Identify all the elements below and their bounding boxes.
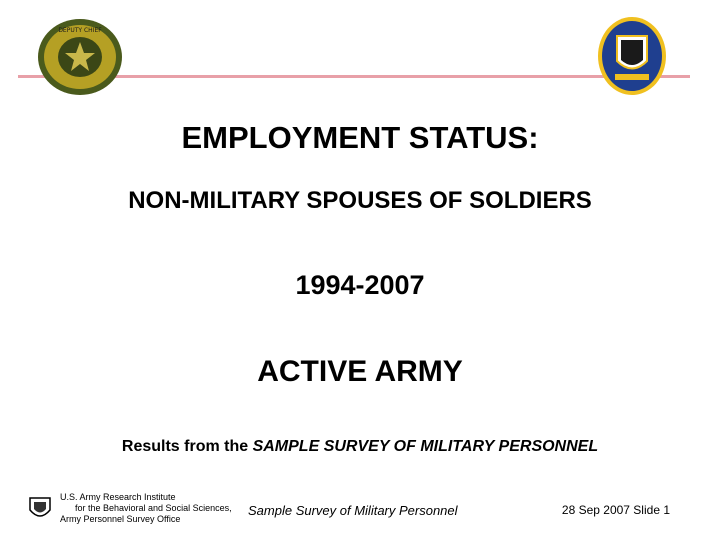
subtitle-component: ACTIVE ARMY xyxy=(257,355,463,388)
footer-org-line2: for the Behavioral and Social Sciences, xyxy=(75,503,232,513)
slide-title: EMPLOYMENT STATUS: xyxy=(181,120,539,155)
footer-survey-name: Sample Survey of Military Personnel xyxy=(248,503,458,518)
ari-crest-icon xyxy=(597,16,667,96)
subtitle-years: 1994-2007 xyxy=(295,270,425,300)
results-survey-name: SAMPLE SURVEY OF MILITARY PERSONNEL xyxy=(252,438,599,455)
results-prefix: Results from the xyxy=(121,438,253,455)
results-line xyxy=(0,438,720,456)
footer-organization xyxy=(60,492,232,525)
footer-date-slide: 28 Sep 2007 Slide 1 xyxy=(561,503,670,517)
ari-small-crest-icon xyxy=(28,496,52,522)
subtitle-spouses: NON-MILITARY SPOUSES OF SOLDIERS xyxy=(128,187,592,214)
footer-org-line3: Army Personnel Survey Office xyxy=(60,514,181,524)
footer-org-line1: U.S. Army Research Institute xyxy=(60,492,176,502)
svg-text:DEPUTY CHIEF: DEPUTY CHIEF xyxy=(58,27,102,34)
dcs-g1-seal-icon xyxy=(37,18,123,96)
